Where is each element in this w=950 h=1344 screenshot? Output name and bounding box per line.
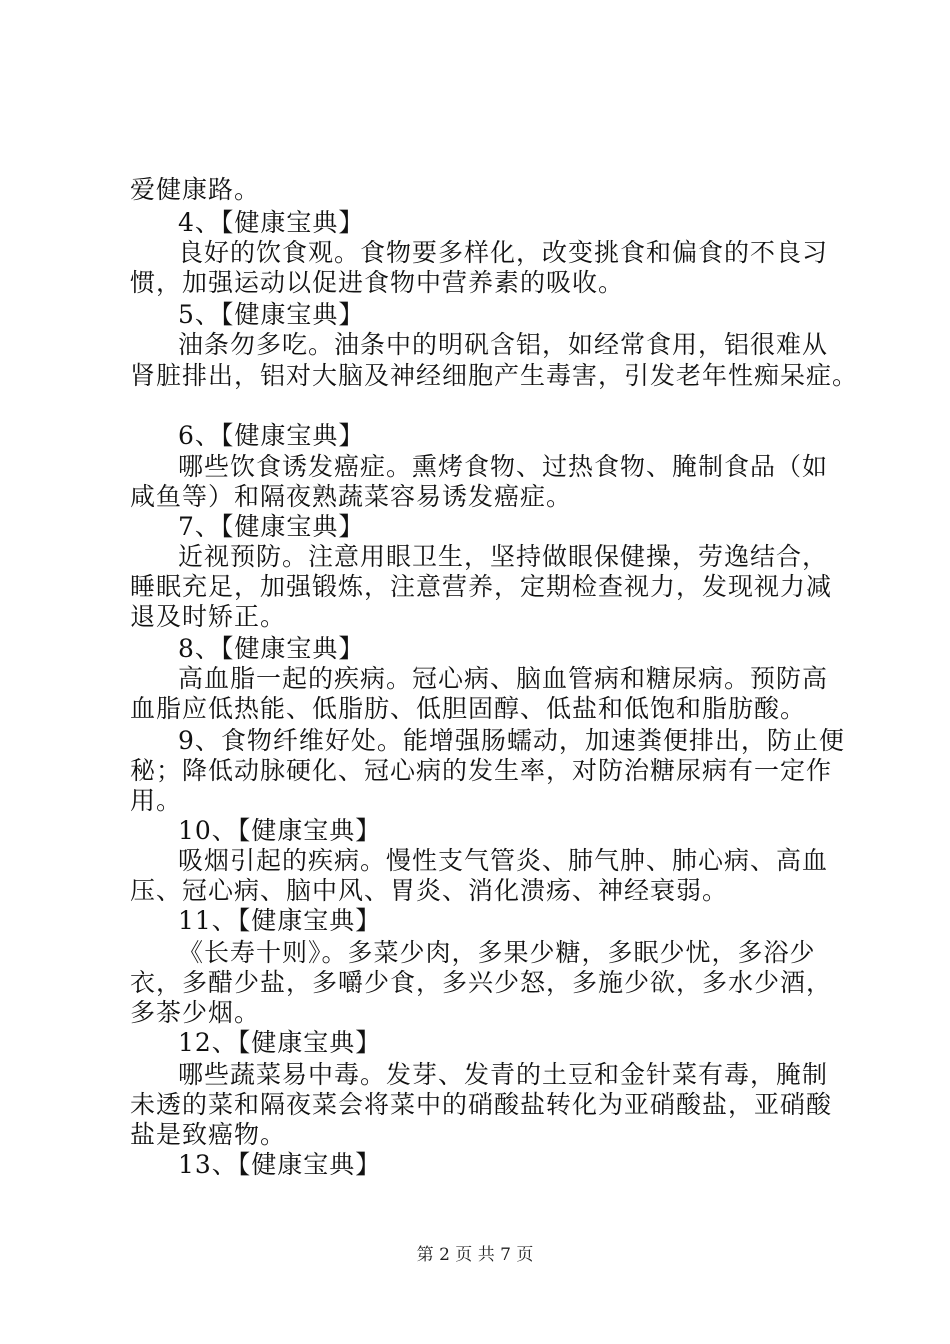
text-line: 肾脏排出，铝对大脑及神经细胞产生毒害，引发老年性痴呆症。 bbox=[130, 361, 859, 390]
section-heading: 11、【健康宝典】 bbox=[178, 906, 382, 935]
section-heading: 6、【健康宝典】 bbox=[178, 421, 365, 450]
text-line: 秘；降低动脉硬化、冠心病的发生率，对防治糖尿病有一定作 bbox=[130, 756, 833, 785]
text-line: 高血脂一起的疾病。冠心病、脑血管病和糖尿病。预防高 bbox=[178, 664, 829, 693]
text-line: 多茶少烟。 bbox=[130, 998, 261, 1027]
text-line: 惯，加强运动以促进食物中营养素的吸收。 bbox=[130, 268, 625, 297]
text-line: 哪些饮食诱发癌症。熏烤食物、过热食物、腌制食品（如 bbox=[178, 452, 829, 481]
text-line: 哪些蔬菜易中毒。发芽、发青的土豆和金针菜有毒，腌制 bbox=[178, 1060, 829, 1089]
text-line: 9、食物纤维好处。能增强肠蠕动，加速粪便排出，防止便 bbox=[178, 726, 845, 755]
text-line: 未透的菜和隔夜菜会将菜中的硝酸盐转化为亚硝酸盐，亚硝酸 bbox=[130, 1090, 833, 1119]
text-line: 盐是致癌物。 bbox=[130, 1120, 287, 1149]
page-number-footer: 第 2 页 共 7 页 bbox=[416, 1245, 534, 1265]
text-line: 睡眠充足，加强锻炼，注意营养，定期检查视力，发现视力减 bbox=[130, 572, 833, 601]
text-line: 衣，多醋少盐，多嚼少食，多兴少怒，多施少欲，多水少酒， bbox=[130, 968, 833, 997]
section-heading: 12、【健康宝典】 bbox=[178, 1028, 382, 1057]
section-heading: 7、【健康宝典】 bbox=[178, 512, 365, 541]
text-line: 用。 bbox=[130, 786, 183, 815]
text-line: 血脂应低热能、低脂肪、低胆固醇、低盐和低饱和脂肪酸。 bbox=[130, 694, 807, 723]
section-heading: 13、【健康宝典】 bbox=[178, 1150, 382, 1179]
text-line: 《长寿十则》。多菜少肉，多果少糖，多眠少忧，多浴少 bbox=[178, 938, 816, 967]
text-line: 退及时矫正。 bbox=[130, 602, 287, 631]
section-heading: 10、【健康宝典】 bbox=[178, 816, 382, 845]
text-line: 咸鱼等）和隔夜熟蔬菜容易诱发癌症。 bbox=[130, 482, 573, 511]
text-line: 油条勿多吃。油条中的明矾含铝，如经常食用，铝很难从 bbox=[178, 330, 829, 359]
section-heading: 8、【健康宝典】 bbox=[178, 634, 365, 663]
section-heading: 4、【健康宝典】 bbox=[178, 208, 365, 237]
text-line: 爱健康路。 bbox=[130, 175, 261, 204]
text-line: 近视预防。注意用眼卫生，坚持做眼保健操，劳逸结合， bbox=[178, 542, 829, 571]
text-line: 良好的饮食观。食物要多样化，改变挑食和偏食的不良习 bbox=[178, 238, 829, 267]
section-heading: 5、【健康宝典】 bbox=[178, 300, 365, 329]
text-line: 吸烟引起的疾病。慢性支气管炎、肺气肿、肺心病、高血 bbox=[178, 846, 829, 875]
text-line: 压、冠心病、脑中风、胃炎、消化溃疡、神经衰弱。 bbox=[130, 876, 729, 905]
